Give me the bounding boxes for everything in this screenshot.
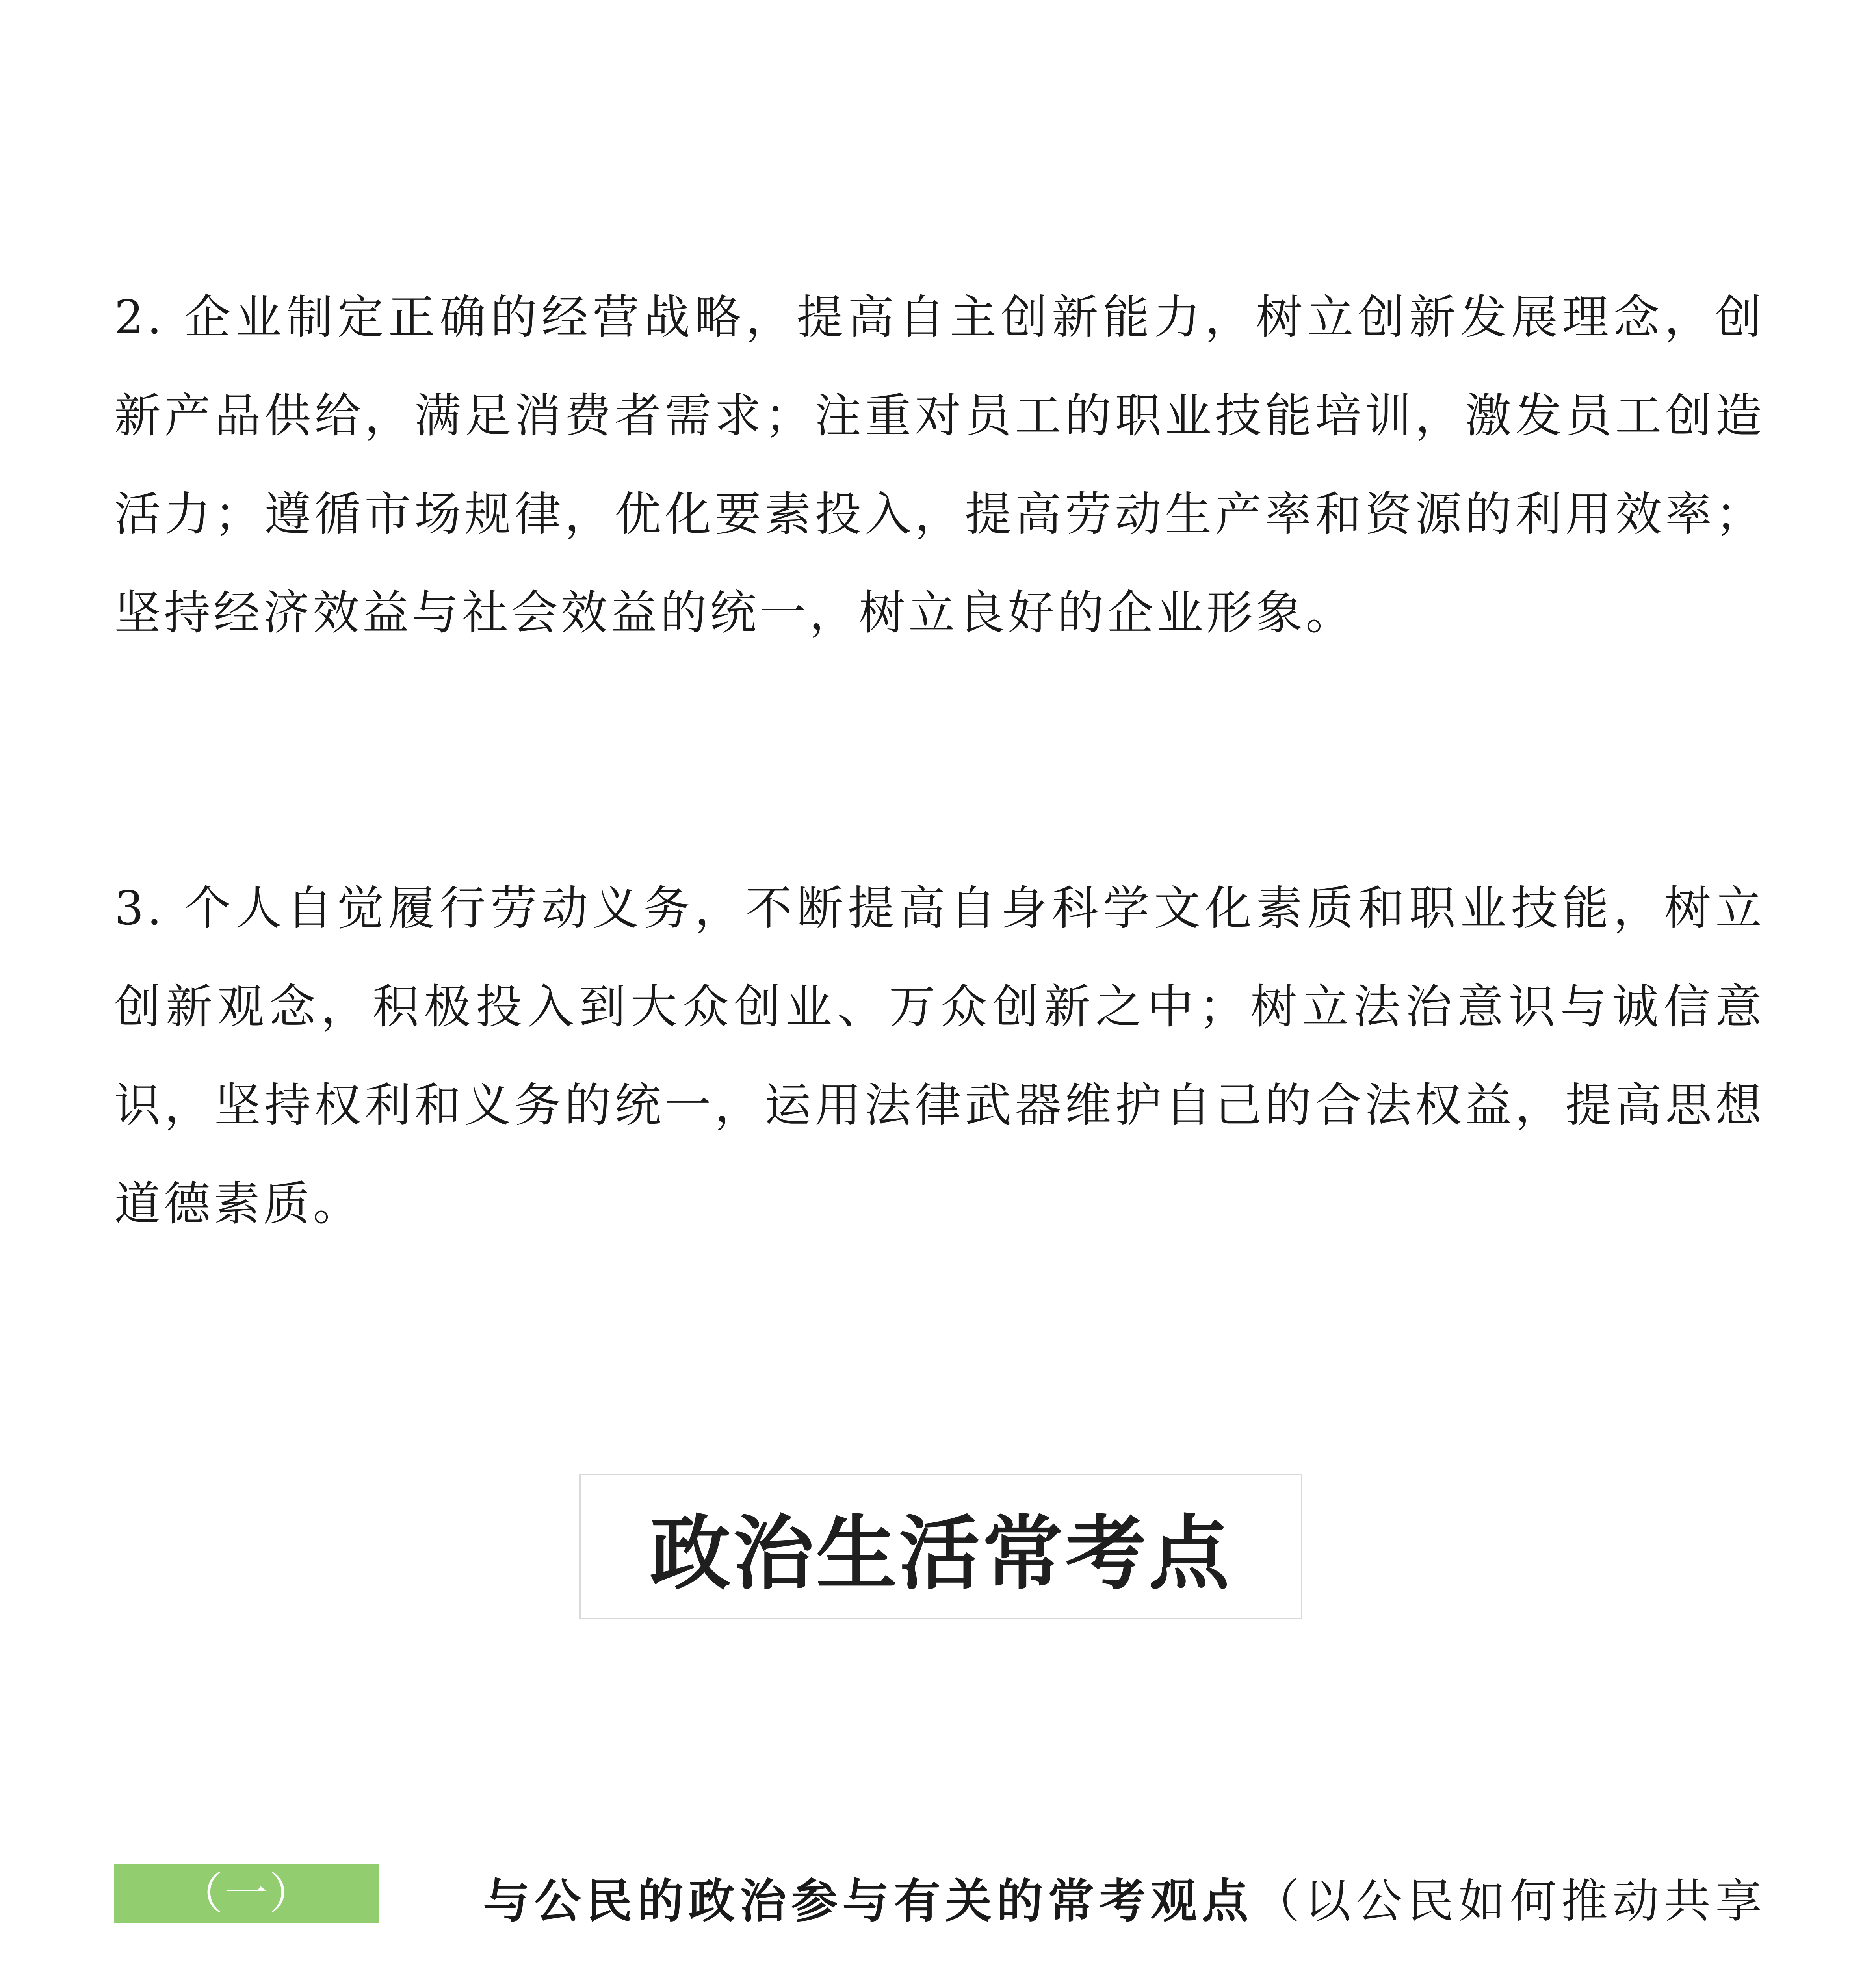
paragraph-enterprise: 2. 企业制定正确的经营战略，提高自主创新能力，树立创新发展理念，创新产品供给，满足消费者需求；注重对员工的职业技能培训，激发员工创造活力；遵循市场规律，优化要素投入，提高劳动生产率和资源的利用效率；坚持经济效益与社会效益的统一，树立良好的企业形象。	[114, 290, 1765, 640]
section-title: 政治生活常考点	[650, 1506, 1232, 1601]
paragraph-individual: 3. 个人自觉履行劳动义务，不断提高自身科学文化素质和职业技能，树立创新观念，积极投入到大众创业、万众创新之中；树立法治意识与诚信意识，坚持权利和义务的统一，运用法律武器维护自己的合法权益，提高思想道德素质。	[114, 881, 1765, 1231]
item-number-badge: （一）	[114, 1864, 379, 1923]
paragraph-citizen-participation	[114, 1852, 1765, 1970]
item-heading: 与公民的政治参与有关的常考观点	[481, 1873, 1254, 1928]
item-body: （以公民如何推动共享	[1253, 1874, 1765, 1928]
section-title-box	[579, 1474, 1302, 1619]
